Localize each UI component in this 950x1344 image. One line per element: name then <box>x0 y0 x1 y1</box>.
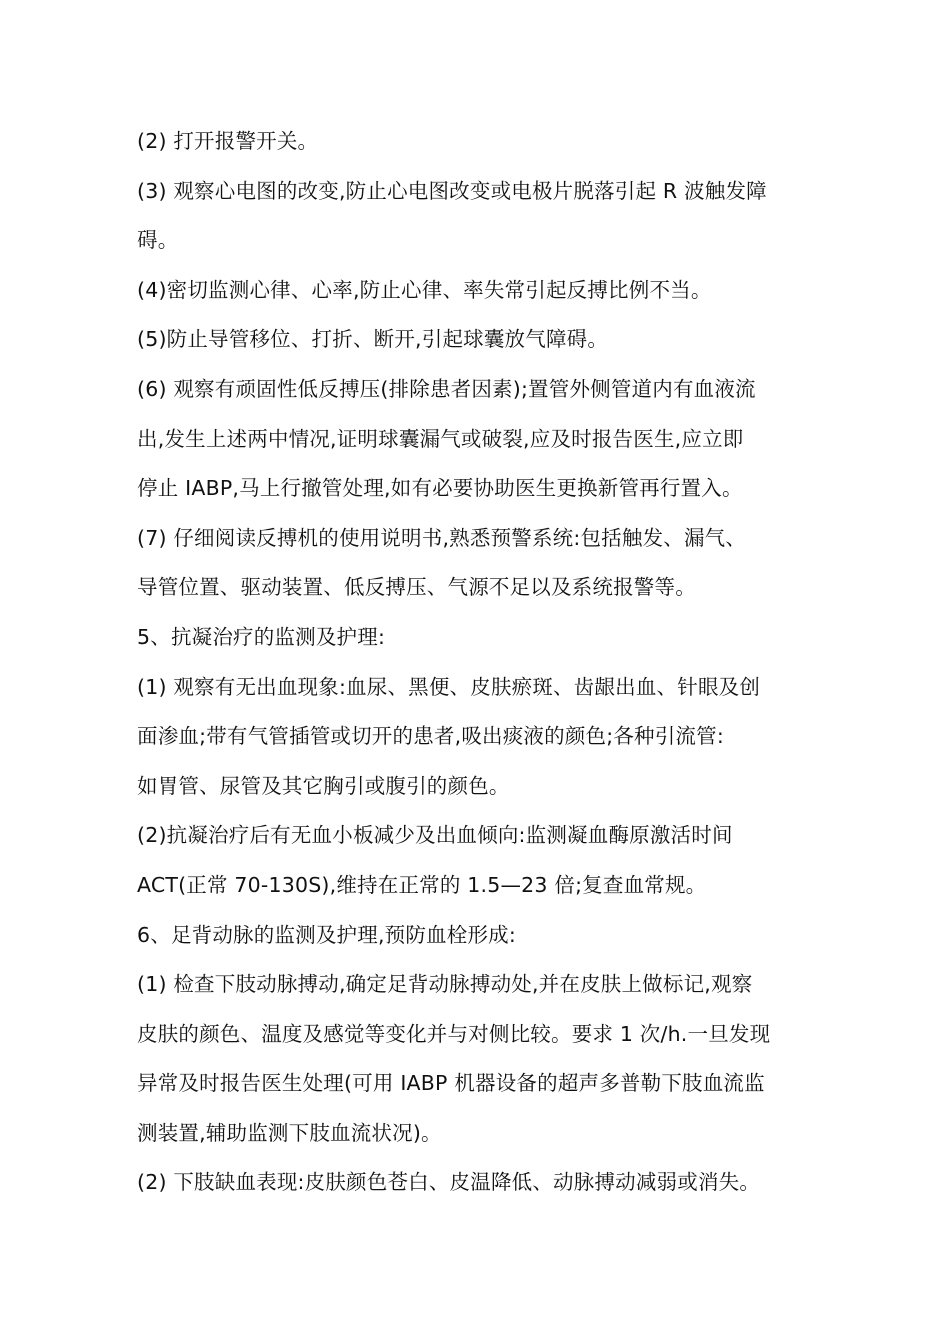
text-line: (1) 检查下肢动脉搏动,确定足背动脉搏动处,并在皮肤上做标记,观察 <box>137 972 753 997</box>
text-line: 出,发生上述两中情况,证明球囊漏气或破裂,应及时报告医生,应立即 <box>137 426 744 451</box>
text-line: (7) 仔细阅读反搏机的使用说明书,熟悉预警系统:包括触发、漏气、 <box>137 525 747 550</box>
text-line: 导管位置、驱动装置、低反搏压、气源不足以及系统报警等。 <box>137 575 696 600</box>
section-heading: 6、足背动脉的监测及护理,预防血栓形成: <box>137 922 516 947</box>
document-body <box>137 117 822 1208</box>
text-line: (6) 观察有顽固性低反搏压(排除患者因素);置管外侧管道内有血液流 <box>137 376 756 401</box>
text-line: (1) 观察有无出血现象:血尿、黑便、皮肤瘀斑、齿龈出血、针眼及创 <box>137 674 761 699</box>
text-line: 碍。 <box>137 228 179 253</box>
section-heading: 5、抗凝治疗的监测及护理: <box>137 624 386 649</box>
text-line: (3) 观察心电图的改变,防止心电图改变或电极片脱落引起 R 波触发障 <box>137 178 767 203</box>
text-line: (2)抗凝治疗后有无血小板减少及出血倾向:监测凝血酶原激活时间 <box>137 823 733 848</box>
text-line: (2) 打开报警开关。 <box>137 129 319 153</box>
text-line: 皮肤的颜色、温度及感觉等变化并与对侧比较。要求 1 次/h.一旦发现 <box>137 1021 771 1046</box>
text-line: (5)防止导管移位、打折、断开,引起球囊放气障碍。 <box>137 327 609 352</box>
text-line: 异常及时报告医生处理(可用 IABP 机器设备的超声多普勒下肢血流监 <box>137 1071 765 1096</box>
text-line: 面渗血;带有气管插管或切开的患者,吸出痰液的颜色;各种引流管: <box>137 724 724 749</box>
text-line: ACT(正常 70-130S),维持在正常的 1.5—23 倍;复查血常规。 <box>137 872 707 897</box>
text-line: 测装置,辅助监测下肢血流状况)。 <box>137 1120 442 1145</box>
text-line: 如胃管、尿管及其它胸引或腹引的颜色。 <box>137 773 510 798</box>
text-line: (4)密切监测心律、心率,防止心律、率失常引起反搏比例不当。 <box>137 277 712 302</box>
text-line: 停止 IABP,马上行撤管处理,如有必要协助医生更换新管再行置入。 <box>137 476 743 501</box>
text-line: (2) 下肢缺血表现:皮肤颜色苍白、皮温降低、动脉搏动减弱或消失。 <box>137 1170 761 1195</box>
